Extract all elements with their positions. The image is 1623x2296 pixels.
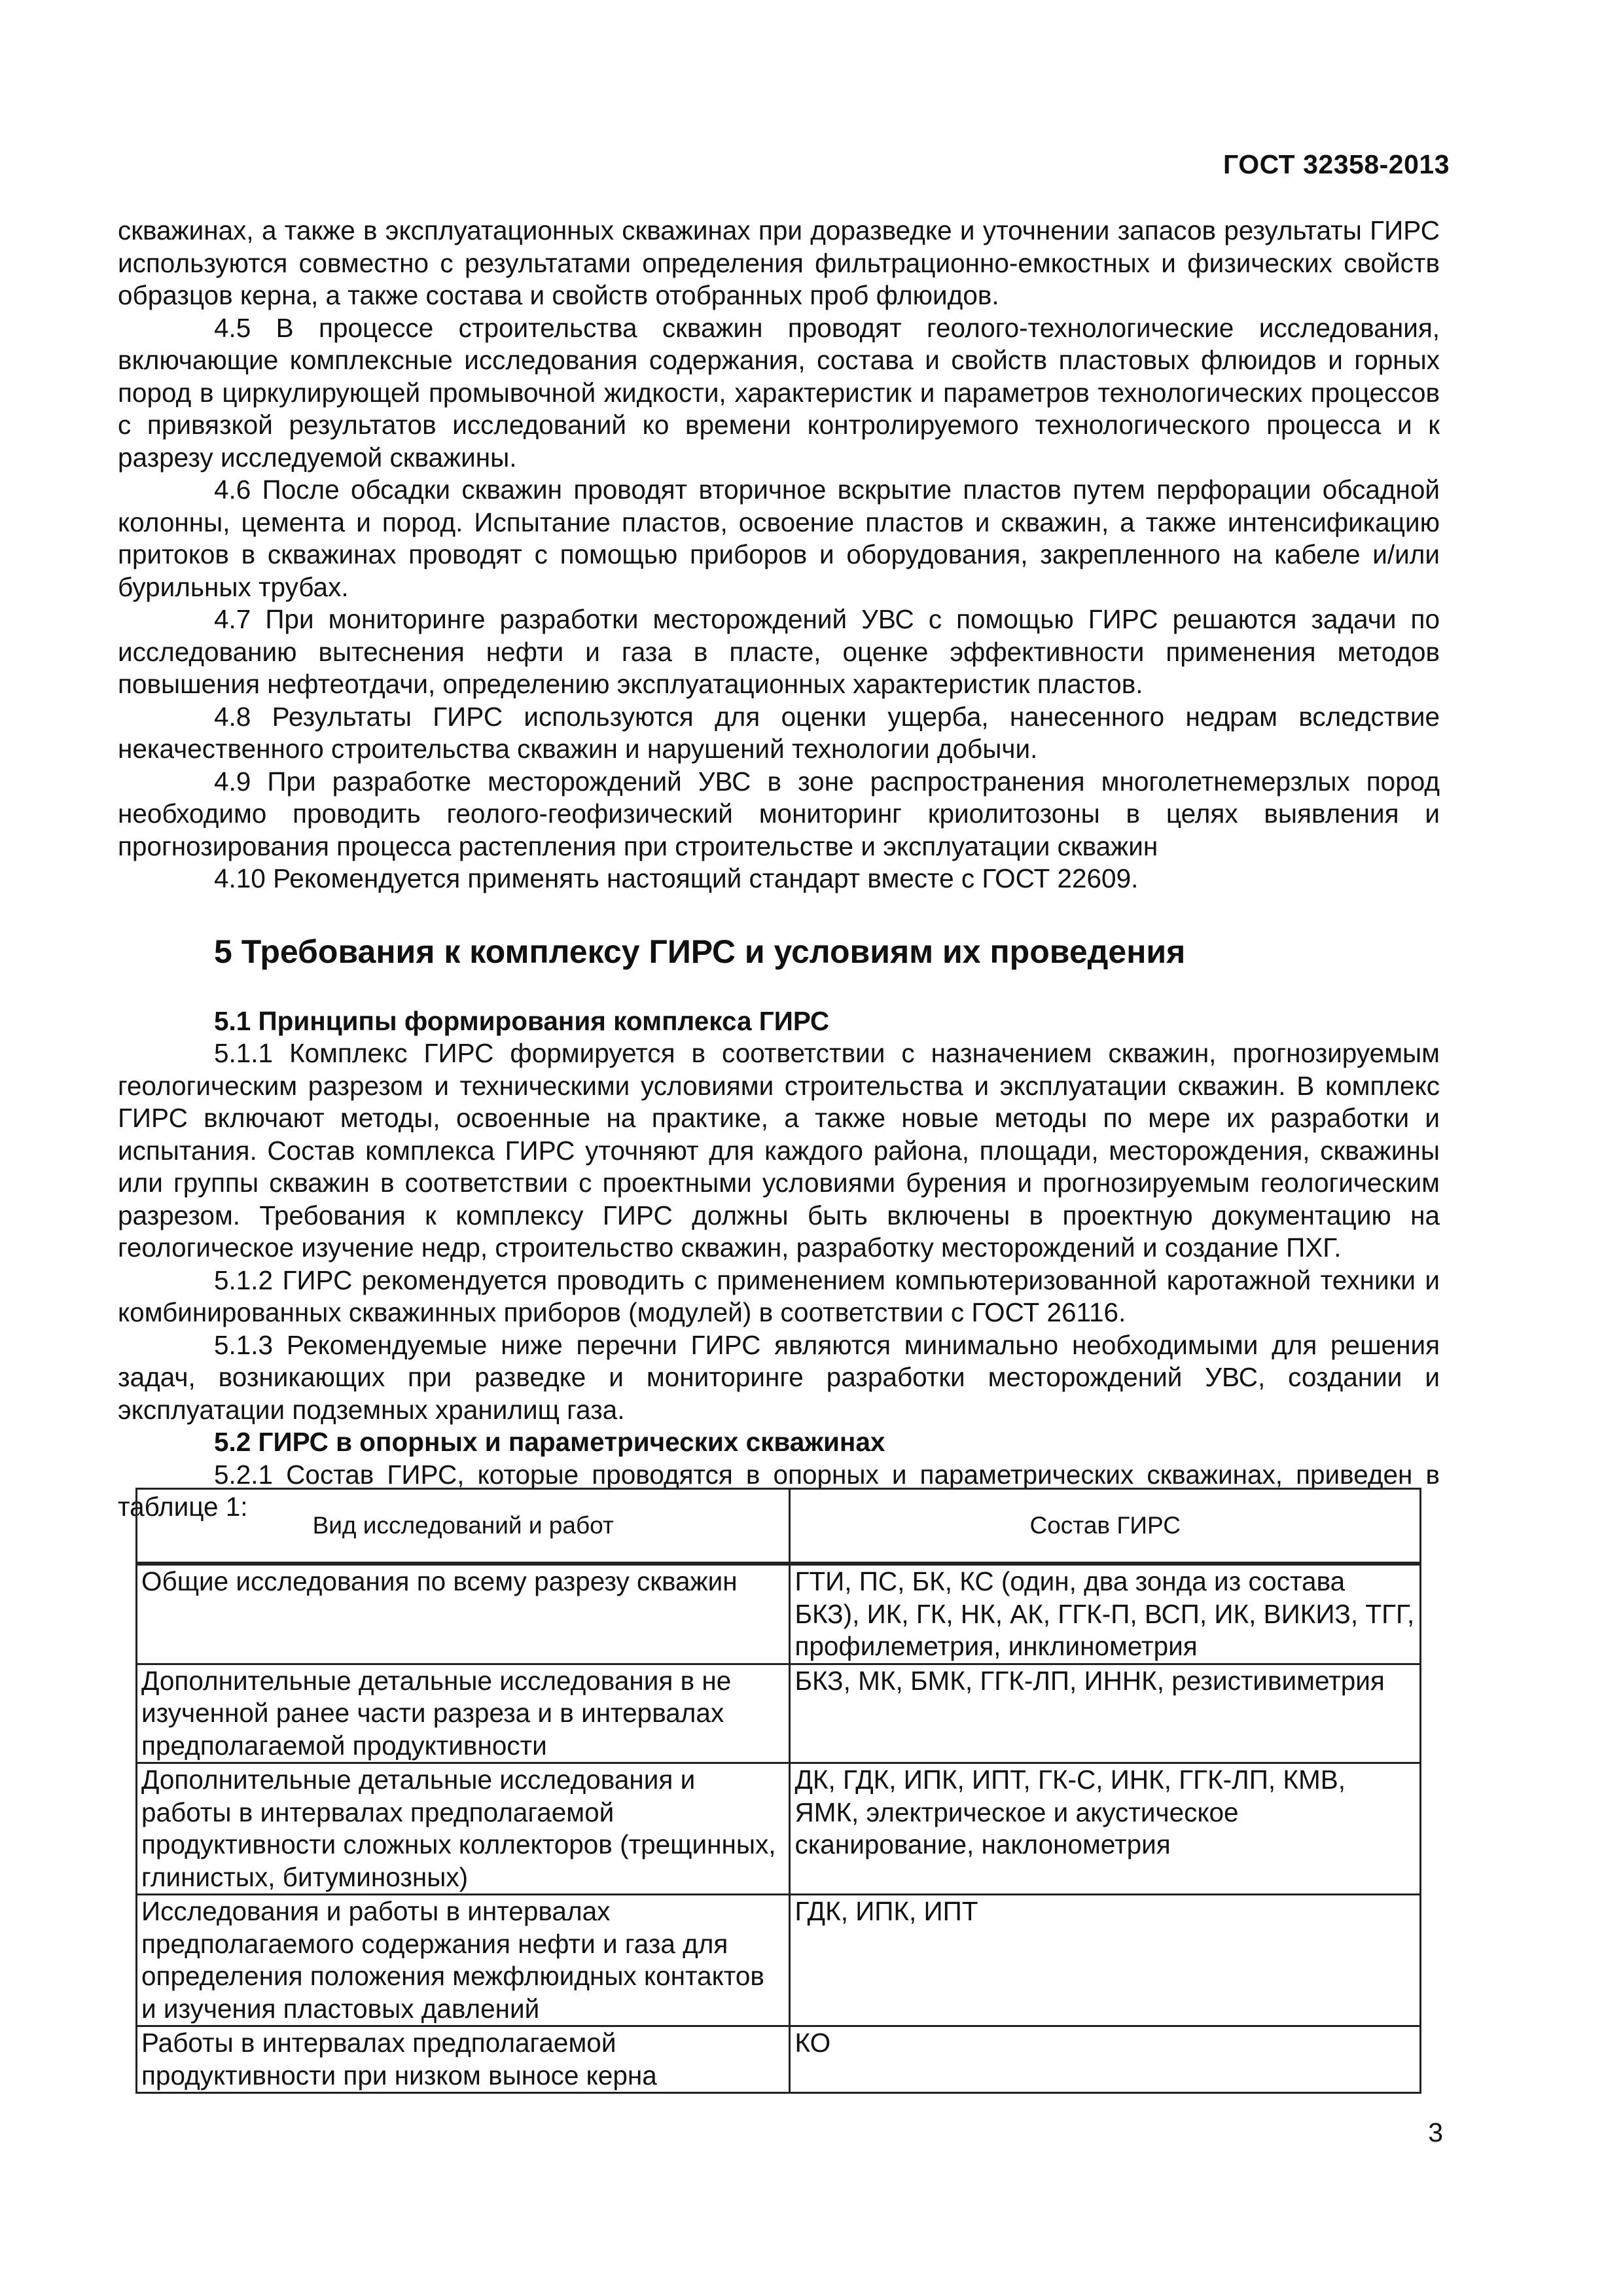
table-cell: КО — [790, 2026, 1421, 2093]
table-cell: ДК, ГДК, ИПК, ИПТ, ГК-С, ИНК, ГГК-ЛП, КМВ, ЯМК, электрическое и акустическое сканирование, наклонометрия — [790, 1763, 1421, 1895]
paragraph-4-5: 4.5 В процессе строительства скважин проводят геолого-технологические исследования, включающие комплексные исследования содержания, состава и свойств пластовых флюидов и горных пород в циркулирующей промывочной жидкости, характеристик и параметров технологических процессов с привязкой результатов исследований ко времени контролируемого технологического процесса и к разрезу исследуемой скважины. — [118, 312, 1440, 473]
section-5-heading: 5 Требования к комплексу ГИРС и условиям их проведения — [214, 933, 1186, 970]
table-cell: ГДК, ИПК, ИПТ — [790, 1895, 1421, 2026]
paragraph-4-10: 4.10 Рекомендуется применять настоящий стандарт вместе с ГОСТ 22609. — [214, 863, 1139, 893]
table-row — [137, 2026, 1421, 2093]
table-row — [137, 1664, 1421, 1763]
paragraph-4-9: 4.9 При разработке месторождений УВС в зоне распространения многолетнемерзлых пород необходимо проводить геолого-геофизический мониторинг криолитозоны в целях выявления и прогнозирования процесса растепления при строительстве и эксплуатации скважин — [118, 766, 1440, 861]
table-header-cell: Вид исследований и работ — [137, 1489, 790, 1564]
paragraph-5-1-3: 5.1.3 Рекомендуемые ниже перечни ГИРС являются минимально необходимыми для решения задач, возникающих при разведке и мониторинге разработки месторождений УВС, создании и эксплуатации подземных хранилищ газа. — [118, 1329, 1440, 1425]
table-cell: ГТИ, ПС, БК, КС (один, два зонда из состава БКЗ), ИК, ГК, НК, АК, ГГК-П, ВСП, ИК, ВИКИЗ, ТГГ, профилеметрия, инклинометрия — [790, 1564, 1421, 1664]
table-row — [137, 1564, 1421, 1664]
paragraph-continuation: скважинах, а также в эксплуатационных скважинах при доразведке и уточнении запасов результаты ГИРС используются совместно с результатами определения фильтрационно-емкостных и физических свойств образцов керна, а также состава и свойств отобранных проб флюидов. — [118, 215, 1440, 310]
table-row — [137, 1895, 1421, 2026]
table-header-row — [137, 1489, 1421, 1564]
paragraph-5-1-2: 5.1.2 ГИРС рекомендуется проводить с применением компьютеризованной каротажной техники и комбинированных скважинных приборов (модулей) в соответствии с ГОСТ 26116. — [118, 1265, 1440, 1327]
page-number: 3 — [1428, 2117, 1443, 2147]
table-cell: Исследования и работы в интервалах предполагаемого содержания нефти и газа для определения положения межфлюидных контактов и изучения пластовых давлений — [137, 1895, 790, 2026]
section-5-2-heading: 5.2 ГИРС в опорных и параметрических скважинах — [214, 1427, 885, 1457]
table-cell: Работы в интервалах предполагаемой продуктивности при низком выносе керна — [137, 2026, 790, 2093]
section-5-1-heading: 5.1 Принципы формирования комплекса ГИРС — [214, 1005, 830, 1036]
paragraph-4-6: 4.6 После обсадки скважин проводят вторичное вскрытие пластов путем перфорации обсадной колонны, цемента и пород. Испытание пластов, освоение пластов и скважин, а также интенсификацию притоков в скважинах проводят с помощью приборов и оборудования, закрепленного на кабеле и/или бурильных трубах. — [118, 475, 1440, 602]
table-cell: Дополнительные детальные исследования и работы в интервалах предполагаемой продуктивности сложных коллекторов (трещинных, глинистых, битуминозных) — [137, 1763, 790, 1895]
table-cell: Общие исследования по всему разрезу скважин — [137, 1564, 790, 1664]
paragraph-5-2-1: 5.2.1 Состав ГИРС, которые проводятся в опорных и параметрических скважинах, приведен в таблице 1: — [118, 1459, 1440, 1522]
table-row — [137, 1763, 1421, 1895]
gis-table — [135, 1488, 1421, 2094]
paragraph-5-1-1: 5.1.1 Комплекс ГИРС формируется в соответствии с назначением скважин, прогнозируемым геологическим разрезом и техническими условиями строительства и эксплуатации скважин. В комплекс ГИРС включают методы, освоенные на практике, а также новые методы по мере их разработки и испытания. Состав комплекса ГИРС уточняют для каждого района, площади, месторождения, скважины или группы скважин в соответствии с проектными условиями бурения и прогнозируемым геологическим разрезом. Требования к комплексу ГИРС должны быть включены в проектную документацию на геологическое изучение недр, строительство скважин, разработку месторождений и создание ПХГ. — [118, 1038, 1440, 1263]
table-cell: Дополнительные детальные исследования в не изученной ранее части разреза и в интервалах предполагаемой продуктивности — [137, 1664, 790, 1763]
document-code-header: ГОСТ 32358-2013 — [1223, 149, 1450, 179]
table-cell: БКЗ, МК, БМК, ГГК-ЛП, ИННК, резистивиметрия — [790, 1664, 1421, 1763]
paragraph-4-7: 4.7 При мониторинге разработки месторождений УВС с помощью ГИРС решаются задачи по исследованию вытеснения нефти и газа в пласте, оценке эффективности применения методов повышения нефтеотдачи, определению эксплуатационных характеристик пластов. — [118, 604, 1440, 699]
table-header-cell: Состав ГИРС — [790, 1489, 1421, 1564]
paragraph-4-8: 4.8 Результаты ГИРС используются для оценки ущерба, нанесенного недрам вследствие некачественного строительства скважин и нарушений технологии добычи. — [118, 701, 1440, 764]
body-text — [118, 215, 1440, 1524]
